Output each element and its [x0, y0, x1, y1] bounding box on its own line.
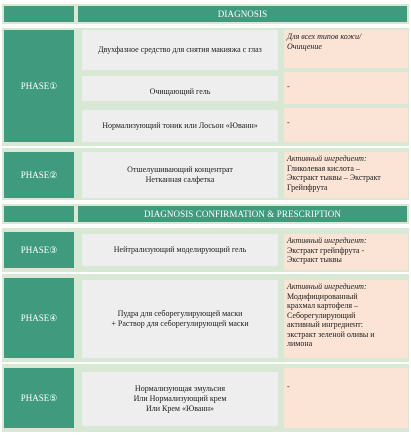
phase1-note-2	[284, 72, 408, 104]
phase5-product-line2: Или Нормализующий крем	[133, 394, 227, 403]
phase2-note	[284, 152, 408, 198]
phase4-note-line5: экстракт зеленой оливы и	[287, 329, 375, 339]
header-corner-cell	[4, 6, 74, 22]
phase2-product-line2: Нетканная салфетка	[145, 175, 215, 184]
header-confirmation: DIAGNOSIS CONFIRMATION & PRESCRIPTION	[78, 206, 407, 222]
phase1-product-3-text: Нормализующий тоник или Лосьон «Юванн»	[102, 121, 258, 130]
phase1-note-1	[284, 30, 408, 68]
phase4-product	[82, 280, 278, 358]
phase4-note-line3: Себорегулирующий	[287, 310, 356, 320]
phase3-note-line1: Экстракт грейпфрута -	[287, 245, 365, 255]
phase2-note-label: Активный ингредиент:	[287, 154, 367, 163]
phase5-note	[284, 368, 408, 428]
phase1-note-2-dash: -	[287, 82, 290, 91]
phase3-note	[284, 234, 408, 270]
phase1-product-3	[82, 110, 278, 142]
phase2-note-line2: Экстракт тыквы – Экстракт	[287, 173, 381, 182]
phase1-label: PHASE①	[4, 30, 74, 142]
phase2-note-line1: Гликолевая кислота –	[287, 163, 360, 173]
phase3-note-line2: Экстракт тыквы	[287, 255, 342, 264]
phase4-note-line6: лимона	[287, 339, 313, 348]
phase4-label: PHASE④	[4, 278, 74, 358]
phase5-note-dash: -	[287, 382, 290, 391]
phase5-product-line3: Или Крем «Юванн»	[145, 404, 214, 413]
phase1-product-2-text: Очищающий гель	[149, 86, 211, 96]
phase3-label: PHASE③	[4, 232, 74, 268]
phase1-product-2	[82, 76, 278, 101]
phase4-note-line4: активный ингредиент:	[287, 320, 364, 329]
phase1-note-3	[284, 108, 408, 142]
phase4-note-line2: крахмал картофеля –	[287, 301, 359, 310]
phase4-note	[284, 280, 408, 358]
phase3-note-label: Активный ингредиент:	[287, 236, 367, 245]
phase4-product-line1: Пудра для себорегулирующей маски	[117, 309, 243, 318]
phase3-product-text: Нейтрализующий моделирующий гель	[113, 245, 247, 254]
phase5-product-line1: Нормализующая эмульсия	[134, 384, 226, 393]
phase2-note-line3: Грейпфрута	[287, 182, 328, 192]
phase2-product-line1: Отшелушивающий концентрат	[127, 165, 233, 174]
header-corner-cell-2	[4, 206, 74, 222]
phase4-product-line2: + Раствор для себорегулирующей маски	[111, 319, 249, 328]
header-diagnosis: DIAGNOSIS	[78, 6, 407, 22]
phase1-note-1-line2: Очищение	[287, 41, 322, 51]
phase2-label: PHASE②	[4, 152, 74, 198]
phase1-note-3-dash: -	[287, 118, 290, 127]
phase3-product	[82, 234, 278, 266]
phase1-product-1-text: Двухфазное средство для снятия макияжа с глаз	[98, 45, 262, 54]
phase2-product	[82, 152, 278, 198]
phase4-note-line1: Модифицированный	[287, 291, 358, 301]
phase4-note-label: Активный ингредиент:	[287, 282, 367, 291]
phase5-product	[82, 372, 278, 426]
phase1-product-1	[82, 30, 278, 70]
phase1-note-1-line1: Для всех типов кожи/	[287, 32, 362, 41]
phase5-label: PHASE⑤	[4, 368, 74, 428]
